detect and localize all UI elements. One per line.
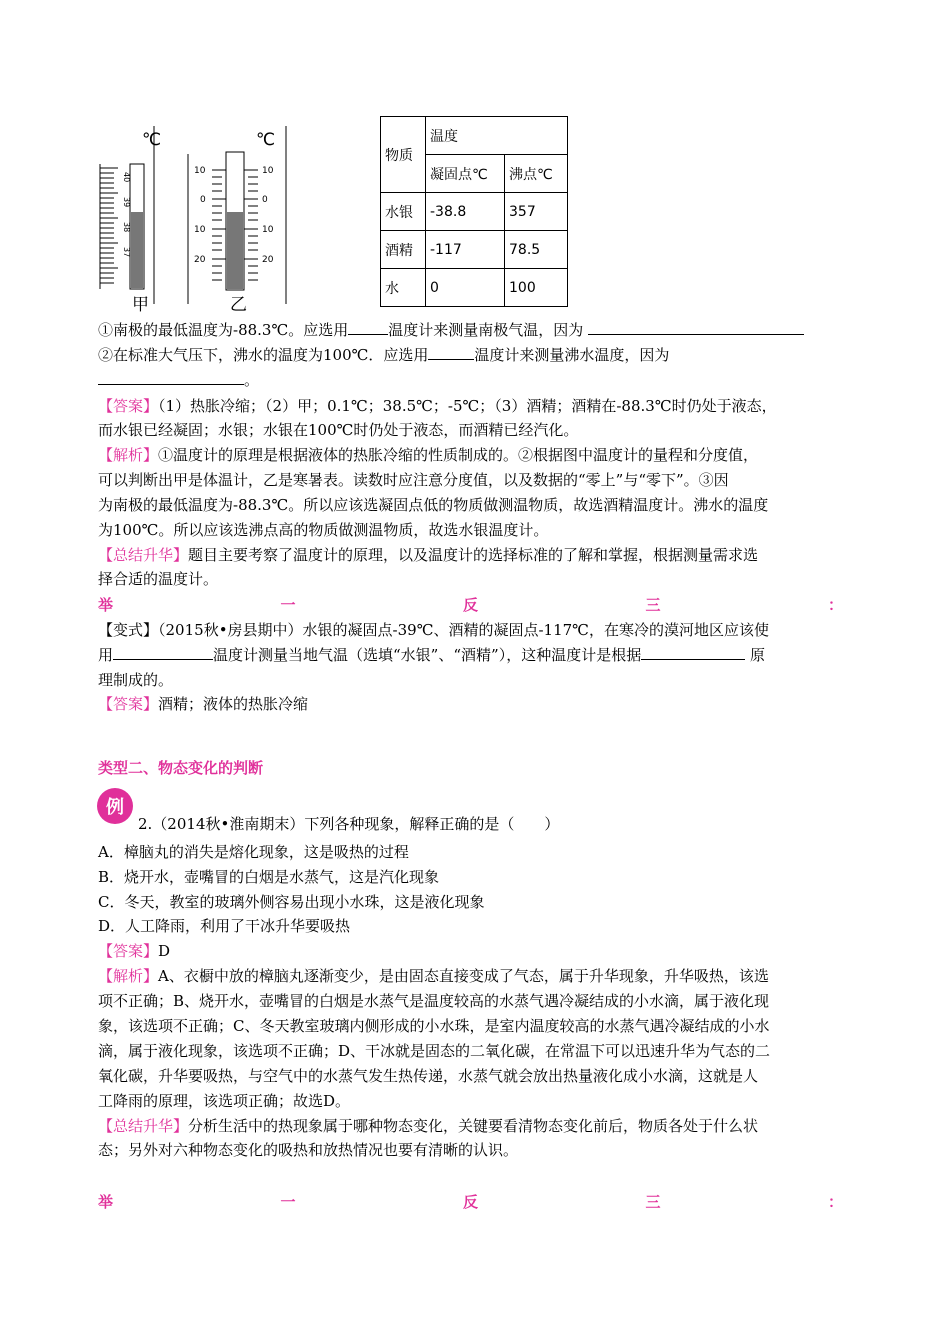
thermometer-yi-left-tick-0: 0 (200, 195, 206, 205)
extend-heading-char: 三 (645, 596, 661, 614)
fill-blank (113, 643, 213, 660)
thermometer-yi-unit: ℃ (256, 130, 276, 150)
table-cell-name: 水 (381, 269, 426, 307)
answer-tag: 【答案】 (98, 397, 159, 415)
thermometer-yi-caption: 乙 (230, 295, 247, 315)
analysis-tag: 【解析】 (98, 967, 159, 985)
variant-text-1: （2015秋•房县期中）水银的凝固点-39℃、酒精的凝固点-117℃，在寒冷的漠河地区应该使 (158, 621, 769, 639)
thermometer-yi-right-tick-0: 0 (262, 195, 268, 205)
extend-practice-heading (98, 593, 843, 617)
section-title: 类型二、物态变化的判断 (98, 759, 264, 777)
summary2-text-2: 态；另外对六种物态变化的吸热和放热情况也要有清晰的认识。 (98, 1141, 519, 1159)
thermometer-yi-left-tick-10a: 10 (194, 166, 206, 176)
summary1-text-1: 题目主要考察了温度计的原理，以及温度计的选择标准的了解和掌握，根据测量需求选 (188, 546, 759, 564)
analysis1-line4 (98, 518, 858, 542)
answer1-line1 (98, 394, 858, 418)
answer2-text: 酒精；液体的热胀冷缩 (158, 695, 309, 713)
thermometer-jia-tick-39: 39 (122, 197, 131, 208)
question1-line3 (98, 368, 858, 392)
extend-heading-char: 一 (280, 596, 296, 614)
summary1-line1 (98, 543, 858, 567)
analysis2-text-5: 氧化碳，升华要吸热，与空气中的水蒸气发生热传递，水蒸气就会放出热量液化成小水滴，这就是人 (98, 1067, 759, 1085)
thermometer-yi-left-tick-10b: 10 (194, 225, 206, 235)
analysis1-text-1: ①温度计的原理是根据液体的热胀冷缩的性质制成的。②根据图中温度计的量程和分度值， (158, 446, 759, 464)
table-cell-boil: 100 (505, 269, 568, 307)
answer-tag: 【答案】 (98, 942, 159, 960)
analysis2-text-6: 工降雨的原理，该选项正确；故选D。 (98, 1092, 351, 1110)
table-cell-freeze: 0 (426, 269, 505, 307)
table-cell-name: 水银 (381, 193, 426, 231)
analysis2-text-2: 项不正确；B、烧开水，壶嘴冒的白烟是水蒸气是温度较高的水蒸气遇冷凝结成的小水滴，属于液化现 (98, 992, 770, 1010)
fill-blank (428, 343, 474, 360)
table-header-substance: 物质 (381, 117, 426, 193)
thermometer-yi-liquid (227, 212, 243, 289)
table-header-freezing-point: 凝固点℃ (426, 155, 505, 193)
analysis2-line4 (98, 1039, 858, 1063)
analysis1-line1 (98, 443, 858, 467)
answer1-line2 (98, 418, 858, 442)
answer-tag: 【答案】 (98, 695, 159, 713)
table-cell-freeze: -38.8 (426, 193, 505, 231)
summary2-line1 (98, 1114, 858, 1138)
analysis1-text-2: 可以判断出甲是体温计，乙是寒暑表。读数时应注意分度值，以及数据的“零上”与“零下”。③因 (98, 471, 729, 489)
variant-text-3: 理制成的。 (98, 671, 174, 689)
table-cell-freeze: -117 (426, 231, 505, 269)
analysis2-line6 (98, 1089, 858, 1113)
analysis2-text-3: 象，该选项不正确；C、冬天教室玻璃内侧形成的小水珠，是室内温度较高的水蒸气遇冷凝结成的小水 (98, 1017, 770, 1035)
thermometer-yi-left-tick-20: 20 (194, 255, 206, 265)
analysis1-line2 (98, 468, 858, 492)
question1-line2-text-b: 温度计来测量沸水温度，因为 (474, 346, 670, 364)
option-b: B．烧开水，壶嘴冒的白烟是水蒸气，这是汽化现象 (98, 868, 440, 886)
table-header-temperature: 温度 (426, 117, 568, 155)
extend-heading-char: 三 (645, 1193, 661, 1211)
answer1-text-1: （1）热胀冷缩；（2）甲；0.1℃；38.5℃；-5℃；（3）酒精；酒精在-88.3℃时仍处于液态， (158, 397, 777, 415)
summary2-text-1: 分析生活中的热现象属于哪种物态变化，关键要看清物态变化前后，物质各处于什么状 (188, 1117, 759, 1135)
question1-line1-text-b: 温度计来测量南极气温，因为 (388, 321, 584, 339)
option-d: D．人工降雨，利用了干冰升华要吸热 (98, 917, 351, 935)
analysis-tag: 【解析】 (98, 446, 159, 464)
variant-text-2b: 温度计测量当地气温（选填“水银”、“酒精”），这种温度计是根据 (213, 646, 642, 664)
summary1-text-2: 择合适的温度计。 (98, 570, 219, 588)
analysis2-line3 (98, 1014, 858, 1038)
question1-line2 (98, 343, 858, 367)
thermometer-jia-tick-40: 40 (122, 172, 131, 183)
analysis2-line5 (98, 1064, 858, 1088)
fill-blank (641, 643, 745, 660)
variant-line3 (98, 668, 858, 692)
thermometer-yi-figure (186, 124, 290, 314)
thermometer-yi-right-tick-10a: 10 (262, 166, 274, 176)
summary1-line2 (98, 567, 858, 591)
thermometer-jia-tick-37: 37 (122, 247, 131, 258)
analysis2-text-4: 滴，属于液化现象，该选项不正确；D、干冰就是固态的二氧化碳，在常温下可以迅速升华为气态的二 (98, 1042, 771, 1060)
analysis2-text-1: A、衣橱中放的樟脑丸逐渐变少，是由固态直接变成了气态，属于升华现象，升华吸热，该选 (158, 967, 769, 985)
extend-heading-char: 举 (98, 596, 114, 614)
analysis1-text-3: 为南极的最低温度为-88.3℃。所以应该选凝固点低的物质做测温物质，故选酒精温度计。沸水的温度 (98, 496, 769, 514)
table-row (381, 193, 568, 231)
extend-heading-char: 反 (462, 1193, 478, 1211)
answer2-line (98, 692, 858, 716)
analysis1-line3 (98, 493, 858, 517)
answer3-text: D (158, 942, 171, 960)
example-badge-icon: 例 (97, 788, 133, 824)
fill-blank (348, 318, 388, 335)
extend-heading-char: ： (827, 1193, 843, 1211)
fill-blank (588, 318, 804, 335)
variant-line1 (98, 618, 858, 642)
thermometer-jia-unit: ℃ (142, 130, 162, 150)
answer1-text-2: 而水银已经凝固；水银；水银在100℃时仍处于液态，而酒精已经汽化。 (98, 421, 579, 439)
extend-practice-heading (98, 1190, 843, 1214)
substance-property-table (380, 116, 568, 307)
extend-heading-char: ： (827, 596, 843, 614)
table-row (381, 269, 568, 307)
summary2-line2 (98, 1138, 858, 1162)
extend-heading-char: 反 (462, 596, 478, 614)
extend-heading-char: 一 (280, 1193, 296, 1211)
thermometer-jia-figure (96, 124, 178, 314)
option-a: A．樟脑丸的消失是熔化现象，这是吸热的过程 (98, 843, 409, 861)
fill-blank (98, 368, 244, 385)
thermometer-jia-mercury (131, 212, 143, 288)
variant-text-2a: 用 (98, 646, 114, 664)
question1-line3-end: 。 (244, 371, 260, 389)
thermometer-jia-caption: 甲 (132, 295, 149, 315)
thermometer-yi-right-tick-10b: 10 (262, 225, 274, 235)
option-c: C．冬天，教室的玻璃外侧容易出现小水珠，这是液化现象 (98, 893, 485, 911)
question1-line2-text-a: ②在标准大气压下，沸水的温度为100℃．应选用 (98, 346, 429, 364)
question1-line1-text-a: ①南极的最低温度为-88.3℃。应选用 (98, 321, 349, 339)
analysis2-line2 (98, 989, 858, 1013)
summary-tag: 【总结升华】 (98, 546, 189, 564)
question1-line1 (98, 318, 858, 342)
variant-tag: 【变式】 (98, 621, 159, 639)
extend-heading-char: 举 (98, 1193, 114, 1211)
table-row (381, 231, 568, 269)
table-header-boiling-point: 沸点℃ (505, 155, 568, 193)
thermometer-jia-ticks (100, 168, 118, 283)
table-cell-boil: 78.5 (505, 231, 568, 269)
thermometer-yi-right-tick-20: 20 (262, 255, 274, 265)
answer3-line (98, 939, 858, 963)
analysis1-text-4: 为100℃。所以应该选沸点高的物质做测温物质，故选水银温度计。 (98, 521, 549, 539)
variant-line2 (98, 643, 858, 667)
table-cell-boil: 357 (505, 193, 568, 231)
table-cell-name: 酒精 (381, 231, 426, 269)
analysis2-line1 (98, 964, 858, 988)
example-question: 2.（2014秋•淮南期末）下列各种现象，解释正确的是（ ） (138, 815, 560, 833)
variant-text-2c: 原 (749, 646, 765, 664)
thermometer-jia-tick-38: 38 (122, 222, 131, 233)
summary-tag: 【总结升华】 (98, 1117, 189, 1135)
